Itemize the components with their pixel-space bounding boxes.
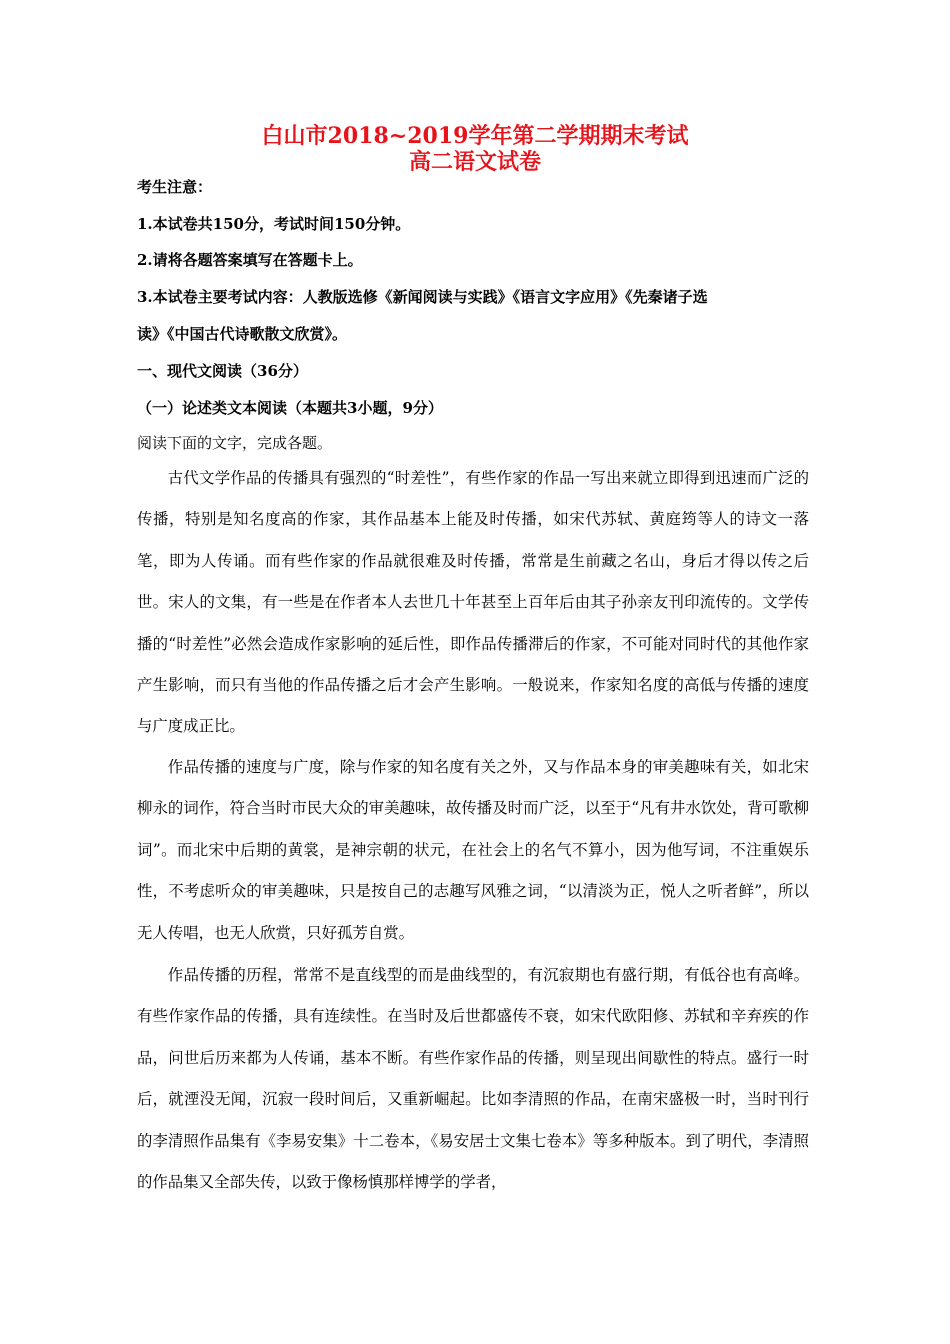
reading-instruction: 阅读下面的文字，完成各题。 — [137, 434, 333, 452]
notice-item-3-line-2: 读》《中国古代诗歌散文欣赏》。 — [137, 325, 348, 343]
section-heading: 一、现代文阅读（36分） — [137, 362, 308, 380]
notice-item-2: 2.请将各题答案填写在答题卡上。 — [137, 251, 363, 269]
notice-item-3-line-1: 3.本试卷主要考试内容：人教版选修《新闻阅读与实践》《语言文字应用》《先秦诸子选 — [137, 288, 708, 306]
passage-paragraph-2: 作品传播的速度与广度，除与作家的知名度有关之外，又与作品本身的审美趣味有关，如北宋柳永的词作，符合当时市民大众的审美趣味，故传播及时而广泛，以至于“凡有井水饮处，背可歌柳词”。而北宋中后期的黄裳，是神宗朝的状元，在社会上的名气不算小，因为他写词，不注重娱乐性，不考虑听众的审美趣味，只是按自己的志趣写风雅之词，“以清淡为正，悦人之听者鲜”，所以无人传唱，也无人欣赏，只好孤芳自赏。 — [137, 758, 809, 942]
section-subheading: （一）论述类文本阅读（本题共3小题，9分） — [137, 399, 443, 417]
notice-item-1: 1.本试卷共150分，考试时间150分钟。 — [137, 215, 411, 233]
exam-subtitle: 高二语文试卷 — [408, 149, 541, 175]
notice-heading: 考生注意： — [137, 178, 213, 196]
passage-paragraph-3: 作品传播的历程，常常不是直线型的而是曲线型的，有沉寂期也有盛行期，有低谷也有高峰。有些作家作品的传播，具有连续性。在当时及后世都盛传不衰，如宋代欧阳修、苏轼和辛弃疾的作品，问世后历来都为人传诵，基本不断。有些作家作品的传播，则呈现出间歇性的特点。盛行一时后，就湮没无闻，沉寂一段时间后，又重新崛起。比如李清照的作品，在南宋盛极一时，当时刊行的李清照作品集有《李易安集》十二卷本，《易安居士文集七卷本》等多种版本。到了明代，李清照的作品集又全部失传，以致于像杨慎那样博学的学者， — [137, 966, 809, 1192]
exam-title: 白山市2018~2019学年第二学期期末考试 — [261, 123, 689, 149]
passage-paragraph-1: 古代文学作品的传播具有强烈的“时差性”，有些作家的作品一写出来就立即得到迅速而广泛的传播，特别是知名度高的作家，其作品基本上能及时传播，如宋代苏轼、黄庭筠等人的诗文一落笔，即为人传诵。而有些作家的作品就很难及时传播，常常是生前藏之名山，身后才得以传之后世。宋人的文集，有一些是在作者本人去世几十年甚至上百年后由其子孙亲友刊印流传的。文学传播的“时差性”必然会造成作家影响的延后性，即作品传播滞后的作家，不可能对同时代的其他作家产生影响，而只有当他的作品传播之后才会产生影响。一般说来，作家知名度的高低与传播的速度与广度成正比。 — [137, 469, 809, 736]
